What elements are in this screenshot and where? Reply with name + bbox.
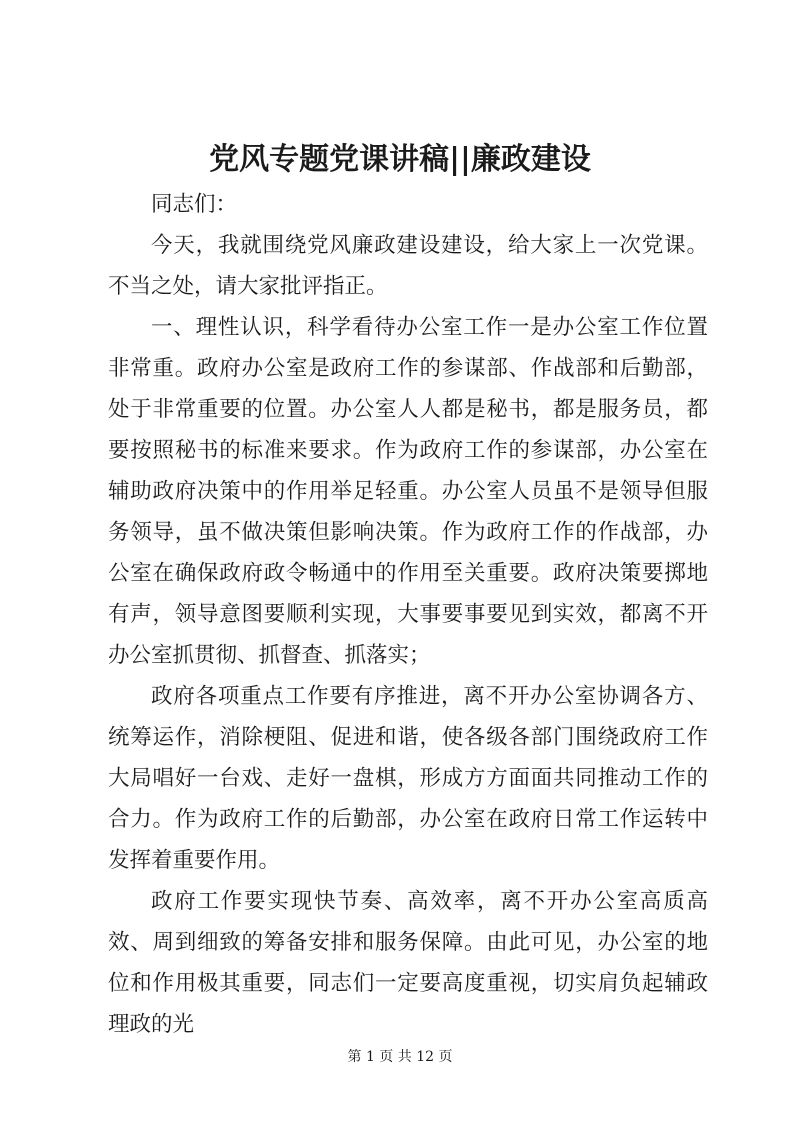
paragraph: 一、理性认识，科学看待办公室工作一是办公室工作位置非常重。政府办公室是政府工作的参谋部、作战部和后勤部，处于非常重要的位置。办公室人人都是秘书，都是服务员，都要按照秘书的标准来要求。作为政府工作的参谋部，办公室在辅助政府决策中的作用举足轻重。办公室人员虽不是领导但服务领导，虽不做决策但影响决策。作为政府工作的作战部，办公室在确保政府政令畅通中的作用至关重要。政府决策要掷地有声，领导意图要顺利实现，大事要事要见到实效，都离不开办公室抓贯彻、抓督查、抓落实； bbox=[108, 315, 708, 668]
document-body bbox=[108, 184, 708, 1045]
paragraph: 同志们： bbox=[151, 192, 238, 217]
paragraph: 政府各项重点工作要有序推进，离不开办公室协调各方、统筹运作，消除梗阻、促进和谐，使各级各部门围绕政府工作大局唱好一台戏、走好一盘棋，形成方方面面共同推动工作的合力。作为政府工作的后勤部，办公室在政府日常工作运转中发挥着重要作用。 bbox=[108, 684, 708, 873]
paragraph: 政府工作要实现快节奏、高效率，离不开办公室高质高效、周到细致的筹备安排和服务保障。由此可见，办公室的地位和作用极其重要，同志们一定要高度重视，切实肩负起辅政理政的光 bbox=[108, 889, 708, 1037]
paragraph: 今天，我就围绕党风廉政建设建设，给大家上一次党课。不当之处，请大家批评指正。 bbox=[108, 233, 708, 299]
page-title: 党风专题党课讲稿||廉政建设 bbox=[209, 142, 591, 177]
page-number: 第 1 页 共 12 页 bbox=[347, 1049, 453, 1065]
